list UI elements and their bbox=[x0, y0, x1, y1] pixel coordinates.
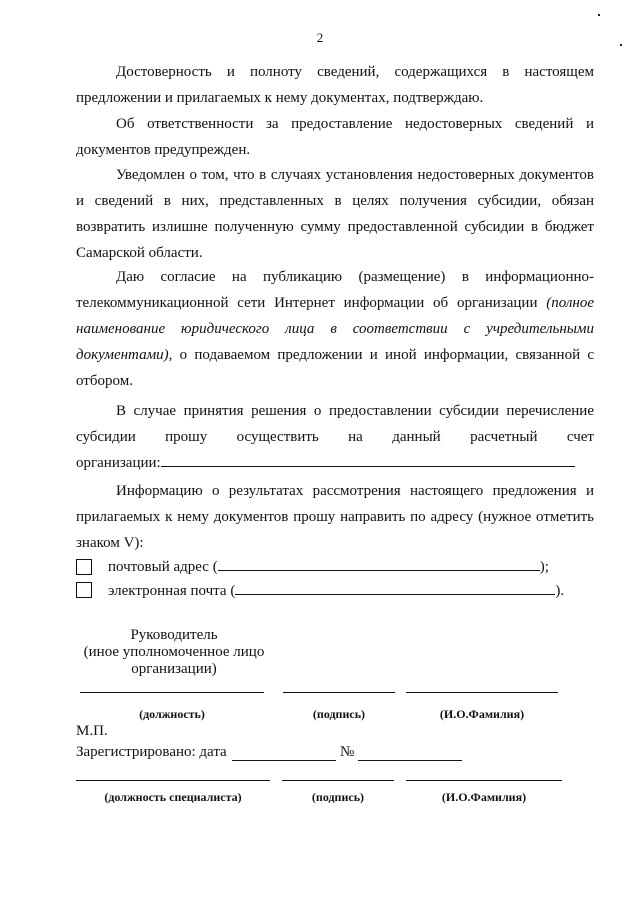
email-checkbox[interactable] bbox=[76, 582, 92, 598]
email-end: ). bbox=[555, 583, 565, 599]
postal-option bbox=[108, 557, 549, 577]
signatory-org: организации) bbox=[131, 661, 217, 677]
consent-text-end: , о подаваемом предложении и иной информации, связанной с отбором. bbox=[76, 347, 594, 389]
paragraph-notification: Уведомлен о том, что в случаях установления недостоверных документов и сведений в них, представленных в целях получения субсидии, обязан возвратить излишне полученную сумму предоставленной субсидии в бюджет Самарской области. bbox=[76, 167, 594, 261]
registration-date-label: Зарегистрировано: дата bbox=[76, 744, 227, 760]
email-option bbox=[108, 581, 564, 601]
specialist-position-line[interactable] bbox=[76, 780, 270, 781]
specialist-signature-line[interactable] bbox=[282, 780, 394, 781]
paragraph-payment: В случае принятия решения о предоставлении субсидии перечисление субсидии прошу осуществить на данный расчетный счет bbox=[76, 403, 594, 445]
paragraph-results-address: Информацию о результатах рассмотрения настоящего предложения и прилагаемых к нему документов прошу направить по адресу (нужное отметить знаком V): bbox=[76, 483, 594, 551]
paragraph-confirmation: Достоверность и полноту сведений, содержащихся в настоящем предложении и прилагаемых к нему документах, подтверждаю. bbox=[76, 64, 594, 106]
postal-label: почтовый адрес ( bbox=[108, 559, 218, 575]
paragraph-consent bbox=[76, 264, 594, 394]
account-label bbox=[76, 450, 575, 476]
consent-italic-note: (полное наименование юридического лица в соответствии с учредительными документами) bbox=[76, 295, 594, 363]
specialist-signature-caption: (подпись) bbox=[311, 790, 365, 804]
signature-line[interactable] bbox=[283, 692, 395, 693]
postal-address-field[interactable] bbox=[218, 557, 540, 571]
seal-placeholder: М.П. bbox=[76, 723, 108, 739]
name-line[interactable] bbox=[406, 692, 558, 693]
registration-number-field[interactable] bbox=[358, 760, 462, 761]
organization-label: организации: bbox=[76, 455, 161, 471]
name-caption: (И.О.Фамилия) bbox=[439, 707, 525, 721]
email-field[interactable] bbox=[235, 581, 555, 595]
number-sign: № bbox=[340, 744, 355, 760]
specialist-name-line[interactable] bbox=[406, 780, 562, 781]
signatory-heading bbox=[74, 627, 274, 678]
signatory-title: Руководитель bbox=[130, 627, 218, 643]
consent-text: Даю согласие на публикацию (размещение) в информационно-телекоммуникационной сети Интернет информации об организации bbox=[76, 269, 594, 311]
postal-checkbox[interactable] bbox=[76, 559, 92, 575]
signature-caption: (подпись) bbox=[312, 707, 366, 721]
account-field[interactable] bbox=[161, 453, 575, 467]
specialist-name-caption: (И.О.Фамилия) bbox=[441, 790, 527, 804]
page-number: 2 bbox=[316, 30, 324, 45]
position-line[interactable] bbox=[80, 692, 264, 693]
signatory-subtitle: (иное уполномоченное лицо bbox=[83, 644, 265, 660]
email-label: электронная почта ( bbox=[108, 583, 236, 599]
paragraph-responsibility: Об ответственности за предоставление недостоверных сведений и документов предупрежден. bbox=[76, 116, 594, 158]
postal-end: ); bbox=[539, 559, 549, 575]
specialist-position-caption: (должность специалиста) bbox=[104, 790, 242, 804]
position-caption: (должность) bbox=[139, 707, 205, 721]
registration-date-field[interactable] bbox=[232, 760, 336, 761]
scan-mark bbox=[598, 14, 600, 16]
